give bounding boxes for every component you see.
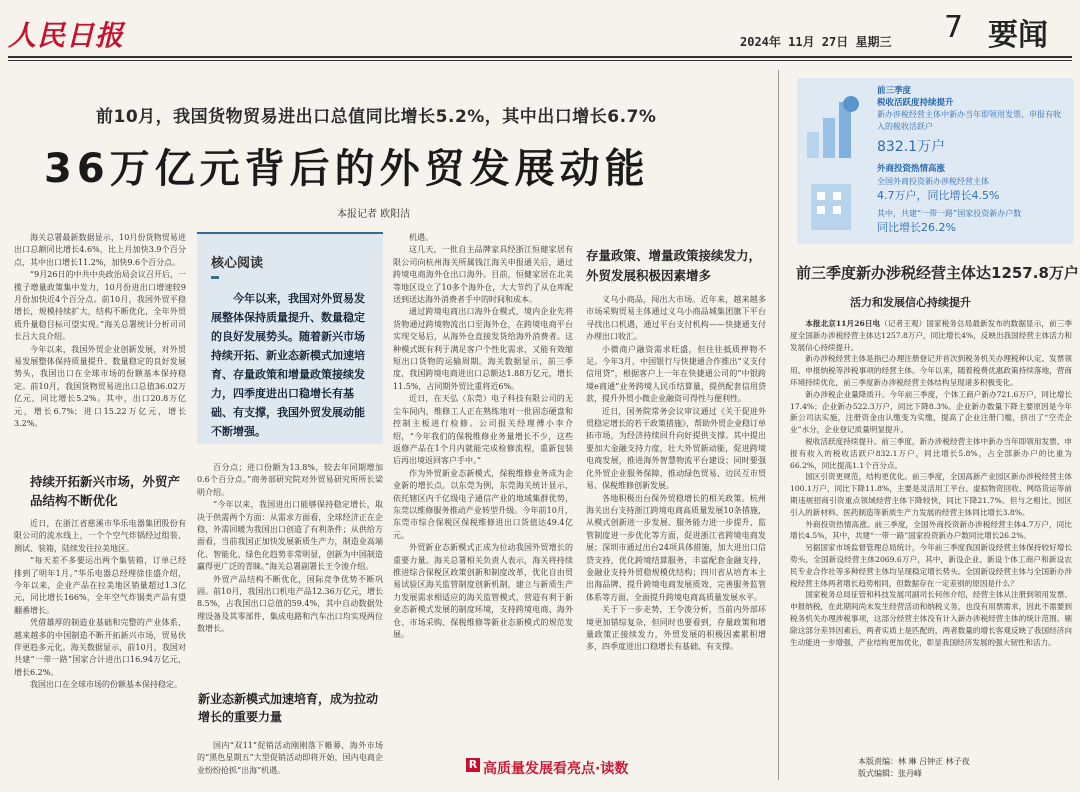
- paragraph: 新办涉税企业量降质升。今年前三季度，个体工商户新办721.6万户，同比增长17.4%；企业新办522.3万户，同比下降8.3%。企业新办数量下降主要原因是今年新公司法实施，注册资金由认缴变为实缴，提高了企业注册门槛，挤出了“空壳企业”水分，企业登记质量明显提升。: [790, 389, 1072, 435]
- side-story-title: 前三季度新办涉税经营主体达1257.8万户: [796, 264, 1079, 282]
- paragraph: 近日，在天弘（东莞）电子科技有限公司的无尘车间内，维修工人正在熟练地对一批固态硬盘和控制主板进行检修。公司报关经理傅小李介绍，“今年我们的保税维修业务量增长不少，这些返修产品在1个月内就能完成检修流程，重新包装后再出境返回客户手中。”: [393, 394, 573, 466]
- paragraph: 近日，国务院常务会议审议通过《关于促进外贸稳定增长的若干政策措施》，帮助外贸企业稳订单拓市场，为经济持续回升向好提供支撑。其中提出要加大金融支持力度，壮大外贸新动能，促进跨境电商发展，推进海外智慧物流平台建设；同时要强化外贸企业服务保障，推动绿色贸易、边民互市贸易、保税维修创新发展。: [586, 406, 766, 491]
- core-reading-accent: [211, 276, 219, 279]
- page-section-name: 要闻: [988, 18, 1048, 53]
- responsible-editors: 本版责编：林 琳 吕钟正 林子夜: [858, 757, 970, 766]
- story-column-1-top: [14, 232, 186, 462]
- paragraph: 国家税务总局征管和科技发展司副司长何伟介绍，经营主体从注册到领用发票、申报纳税，在此期间尚未发生经营活动和纳税义务，也没有用票需求，因此不需要到税务机关办理涉税事项，这部分经营主体没有计入新办涉税经营主体的统计范围。剔除这部分差异因素后，两者实质上是匹配的，两者数量的增长客观反映了我国经济向生动能进一步增强，产业结构更加优化，彰显我国经济发展的强大韧性和活力。: [790, 590, 1072, 647]
- core-reading-title: 核心阅读: [211, 256, 264, 271]
- issue-date: 2024年 11月 27日 星期三: [740, 35, 892, 49]
- paragraph: 园区引资更规范，结构更优化。前三季度，全国高新产业园区新办涉税经营主体100.1万户，同比下降11.8%，主要是灵活用工平台、虚拟物资回收、网络货运等前期违规招商引资重点领域经营主体下降较快，同比下降21.7%。但与之相比，园区引入的新材料、医药制造等新质生产力发展的经营主体同比增长3.8%。: [790, 472, 1072, 517]
- paragraph: 近日，在浙江省慈溪市华乐电器集团股份有限公司的流水线上，一个个空气炸锅经过组装、测试、装箱，陆续发往拉美地区。: [14, 519, 186, 553]
- paragraph: 新办涉税经营主体是指已办理注册登记并首次到税务机关办理税种认定、发票领用、申报纳税等涉税事项的经营主体。今年以来，随着税费优惠政策持续落地，营商环境持续优化，前三季度新办涉税经营主体结构呈现诸多积极变化。: [790, 354, 1072, 387]
- infographic-panel: [797, 78, 1073, 244]
- lead-text: （记者王观）国家税务总局最新发布的数据显示，前三季度全国新办涉税经营主体达1257.8万户，同比增长4%，反映出我国经营主体活力和发展信心持续提升。: [790, 319, 1072, 352]
- dateline: 本报北京11月26日电: [805, 319, 881, 328]
- core-reading-text: 今年以来，我国对外贸易发展整体保持质量提升、数量稳定的良好发展势头。随着新兴市场持续开拓、新业态新模式加速培育、存量政策和增量政策接续发力，四季度进出口稳增长有基础、有支撑，我国外贸发展动能不断增强。: [211, 292, 365, 438]
- info-section-2-title: 外商投资热情高涨: [877, 164, 946, 174]
- paragraph: “今年以来，我国进出口能够保持稳定增长，取决于供需两个方面：从需求方面看，全球经济正在企稳，外需回暖为我国出口创造了有利条件；从供给方面看，当前我国正加快发展新质生产力，制造业高端化、智能化、绿色化趋势非常明显，创新为中国制造赢得更广泛的青睐。”海关总署副署长王令浚介绍。: [197, 500, 383, 572]
- section-banner: [466, 758, 628, 778]
- paragraph: 通过跨境电商出口海外仓模式，境内企业先将货物通过跨境物流出口至海外仓，在跨境电商平台实现交易后，从海外仓直接发货给海外消费者。这种模式既有利于满足客户个性化需求，又能有效缩短出口货物的运输周期。海关数据显示，前三季度，我国跨境电商进出口总额达1.88万亿元，增长11.5%，占同期外贸比重将近6%。: [393, 307, 573, 391]
- core-reading-box: [197, 232, 383, 444]
- paragraph: “9月26日的中共中央政治局会议召开后，一揽子增量政策集中发力，10月份进出口增速较9月份加快近4个百分点。前10月，我国外贸平稳增长，规模持续扩大，结构不断优化，全年外贸质升量稳目标可望实现。”海关总署统计分析司司长吕大良介绍。: [14, 270, 186, 342]
- info-section-1-text: 新办涉税经营主体中新办当年即领用发票、申报有收入的税收活跃户: [877, 110, 1061, 131]
- info-section-2-text: 全国外商投资新办涉税经营主体: [877, 177, 989, 186]
- story-title: 36万亿元背后的外贸发展动能: [44, 146, 650, 192]
- story-column-2-bottom: [197, 740, 383, 780]
- paragraph: 外贸新业态新模式正成为拉动我国外贸增长的重要力量。海关总署相关负责人表示，海关将持续推进综合保税区政策创新和制度改革，优化自由贸易试验区海关监管制度创新机制，建立与新质生产力发展需求相适应的海关监管模式，营造有利于新业态新模式发展的制度环境，支持跨境电商、海外仓、市场采购、保税维修等新业态新模式的规范发展。: [393, 543, 573, 639]
- paragraph: 另据国家市场监督管理总局统计，今年前三季度我国新设经营主体保持较好增长势头，全国新设经营主体2069.6万户，其中，新设企业、新设个体工商户和新设农民专业合作社等多种经营主体均呈现稳定增长势头。全国新设经营主体与全国新办涉税经营主体两者增长趋势相同，但数据存在一定差别的原因是什么？: [790, 543, 1072, 588]
- paragraph: “每天差不多要运出两个集装箱，订单已经排到了明年1月。”华乐电器总经理徐佳盛介绍，今年以来，企业产品在拉美地区销量超过1.3亿元，同比增长166%，全年空气炸锅类产品有望翻番增长。: [14, 556, 186, 615]
- paragraph: 各地积极出台保外贸稳增长的相关政策。杭州海关出台支持浙江跨境电商高质量发展10条措施，从模式创新进一步发展、服务能力进一步提升、监管制度进一步优化等方面，促进浙江省跨境电商发展；深圳市通过出台24项具体措施，加大进出口信贷支持，优化跨境结算服务，丰富配套金融支持，金融业支持外贸稳规模优结构；四川省从培育本土出海品牌、提升跨境电商发展质效、完善服务监管体系等方面，全面提升跨境电商高质量发展水平。: [586, 493, 766, 602]
- paragraph: 我国出口在全球市场的份额基本保持稳定。: [30, 680, 182, 690]
- paragraph: 这几天，一批自主品牌家具经浙江恒健家居有限公司向杭州海关所属钱江海关申报通关后，通过跨境电商海外仓出口海外。目前，恒健家居在北美等地区设立了10多个海外仓，大大节约了从仓库配送到送达海外消费者手中的时间和成本。: [393, 245, 573, 305]
- info-section-2-text-2: 其中，共建“一带一路”国家投资新办户数: [877, 209, 1022, 218]
- story-column-1-bottom: [14, 518, 186, 754]
- layout-editor: 版式编辑：张丹峰: [858, 769, 922, 778]
- info-section-1-label: 前三季度: [877, 86, 912, 96]
- paragraph: 凭借雄厚的制造业基础和完整的产业体系，越来越多的中国制造不断开拓新兴市场，贸易伙伴更趋多元化。海关数据显示，前10月，我国对共建“一带一路”国家合计进出口16.94万亿元，增长6.2%。: [14, 618, 186, 677]
- section-heading-1: 持续开拓新兴市场，外贸产品结构不断优化: [30, 474, 181, 508]
- section-heading-2: 新业态新模式加速培育，成为拉动增长的重要力量: [198, 692, 379, 724]
- story-column-4: [586, 294, 766, 742]
- paragraph: 外商投资热情高涨。前三季度，全国外商投资新办涉税经营主体4.7万户，同比增长4.5%，其中，共建“一带一路”国家投资新办户数同比增长26.2%。: [790, 519, 1072, 541]
- info-section-1-value: 832.1万户: [877, 139, 946, 155]
- building-icon: [803, 174, 867, 234]
- paragraph: 外贸产品结构不断优化，国际竞争优势不断巩固。前10月，我国出口机电产品12.36万亿元，增长8.5%，占我国出口总值的59.4%，其中自动数据处理设备及其零部件、集成电路和汽车出口均实现两位数增长。: [197, 574, 383, 634]
- paragraph: 国内“双11”促销活动刚刚落下帷幕，海外市场的“黑色星期五”大型促销活动即将开始，国内电商企业纷纷抢抓“出海”机遇。: [197, 741, 383, 775]
- paragraph: 小微商户融资需求旺盛，但往往抵质押物不足。今年3月，中国银行与快捷通合作推出“义支付信用贷”，根据客户上一年在快捷通公司的“中银跨境e商通”业务跨境人民币结算量，提供配套信用贷款，提升外贸小微企业融资可得性与便利性。: [586, 344, 766, 404]
- banner-text: 高质量发展看亮点·读数: [483, 761, 629, 777]
- info-section-2-value-2: 同比增长26.2%: [877, 221, 956, 234]
- header-rule-thin: [8, 60, 1072, 61]
- info-section-1-title: 税收活跃度持续提升: [877, 98, 954, 108]
- page-number: 7: [944, 10, 964, 45]
- paragraph: [790, 318, 1072, 353]
- paragraph: 关于下一步走势，王令浚分析，当前内外部环境更加错综复杂，但同时也要看到，存量政策和增量政策正接续发力，外贸发展的积极因素累积增多，四季度进出口稳增长有基础、有支撑。: [586, 605, 766, 652]
- masthead-logo: 人民日报: [8, 19, 125, 52]
- side-story-subtitle: 活力和发展信心持续提升: [850, 296, 971, 309]
- column-divider: [778, 70, 779, 780]
- paragraph: 机遇。: [409, 233, 433, 242]
- paragraph: 今年以来，我国外贸企业创新发展，对外贸易发展整体保持质量提升、数量稳定的良好发展势头，我国出口在全球市场的份额基本保持稳定。前10月，我国货物贸易进出口总值36.02万亿元，同比增长5.2%。其中，出口20.8万亿元，增长6.7%；进口15.22万亿元，增长3.2%。: [14, 344, 186, 429]
- story-subtitle: 前10月，我国货物贸易进出口总值同比增长5.2%，其中出口增长6.7%: [96, 107, 657, 127]
- paragraph: 作为外贸新业态新模式，保税维修业务成为企业新的增长点。以东莞为例，东莞海关统计显示，依托辖区内千亿级电子通信产业的地域集群优势，东莞以维修服务推动产业转型升级。今年前10月，东莞市综合保税区保税维修进出口货值达49.4亿元。: [393, 468, 573, 540]
- info-section-2-value: 4.7万户，同比增长4.5%: [877, 189, 1000, 202]
- side-story-body: [790, 318, 1072, 750]
- banner-logo-icon: R: [466, 758, 480, 772]
- header-rule: [8, 56, 1072, 58]
- story-column-2-top: [197, 462, 383, 682]
- section-heading-3: 存量政策、增量政策接续发力，外贸发展积极因素增多: [586, 248, 762, 283]
- paragraph: 税收活跃度持续提升。前三季度，新办涉税经营主体中新办当年即领用发票、申报有收入的税收活跃户832.1万户，同比增长5.8%，占全部新办户的比重为66.2%，同比提高1.1个百分点。: [790, 436, 1072, 470]
- editor-credits: [858, 756, 970, 780]
- bar-chart-icon: [803, 92, 867, 162]
- story-byline: 本报记者 欧阳洁: [337, 209, 411, 220]
- paragraph: 海关总署最新数据显示，10月份货物贸易进出口总额同比增长4.6%，比上月加快3.9个百分点，其中出口增长11.2%，加快9.6个百分点。: [14, 233, 186, 267]
- paragraph: 百分点；进口份额为13.8%，较去年同期增加0.6个百分点。”商务部研究院对外贸易研究所所长梁明介绍。: [197, 463, 383, 497]
- paragraph: 义乌小商品，闯出大市场。近年来，越来越多市场采购贸易主体通过义乌小商品城集团旗下平台寻找出口机遇，通过平台支付机构——快捷通支付办理出口收汇。: [586, 295, 766, 342]
- story-column-3: [393, 232, 573, 750]
